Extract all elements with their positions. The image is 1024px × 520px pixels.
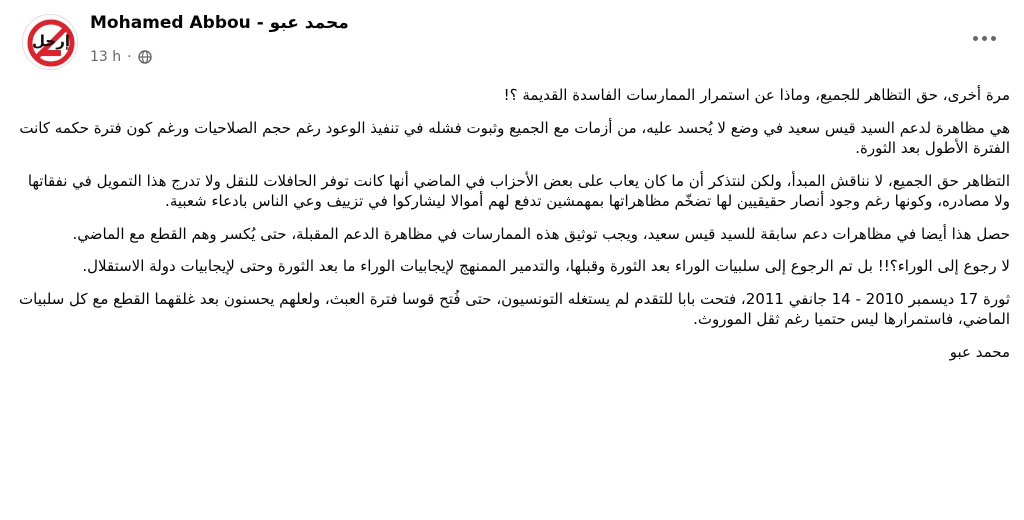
post-paragraph: حصل هذا أيضا في مظاهرات دعم سابقة للسيد قيس سعيد، ويجب توثيق هذه الممارسات في مظاهرة الدعم المقبلة، حتى يُكسر وهم القطع مع الماضي. [72,224,1010,243]
meta-separator: · [127,49,132,65]
more-options-icon[interactable] [966,26,1002,50]
no-entry-sign-icon [23,15,78,70]
post-paragraph: هي مظاهرة لدعم السيد قيس سعيد في وضع لا يُحسد عليه، من أزمات مع الجميع وثبوت فشله في تنفيذ الوعود رغم حجم الصلاحيات ورغم كون فترة حكمه كانت الفترة الأطول بعد الثورة. [19,118,1010,157]
post-meta [90,49,152,65]
post-header [0,0,1024,80]
post-time[interactable]: 13 h [90,49,122,65]
post-paragraph: ثورة 17 ديسمبر 2010 - 14 جانفي 2011، فتحت بابا للتقدم لم يستغله التونسيون، حتى فُتح قوسا فترة العبث، ولعلهم يحسنون بعد غلقهما القطع مع كل سلبيات الماضي، فاستمرارها ليس حتميا رغم ثقل الموروث. [19,289,1010,328]
avatar-text: إرحل [32,32,70,50]
post-signature: محمد عبو [949,342,1010,361]
avatar[interactable] [22,14,78,70]
post-body [10,85,1010,374]
globe-icon[interactable] [138,50,152,64]
author-name[interactable]: Mohamed Abbou - محمد عبو [90,13,349,33]
post-paragraph: مرة أخرى، حق التظاهر للجميع، وماذا عن استمرار الممارسات الفاسدة القديمة ؟! [503,86,1010,104]
post-paragraph: لا رجوع إلى الوراء؟!! بل تم الرجوع إلى سلبيات الوراء بعد الثورة وقبلها، والتدمير الممنهج لإيجابيات الوراء ما بعد الثورة وحتى لإيجابيات دولة الاستقلال. [82,257,1010,275]
post-paragraph: التظاهر حق الجميع، لا نناقش المبدأ، ولكن لنتذكر أن ما كان يعاب على بعض الأحزاب في الماضي أنها كانت توفر الحافلات للنقل ولا تدرج هذا التمويل في نفقاتها ولا مصادره، وكونها رغم وجود أنصار حقيقيين لها تضخّم مظاهراتها بمهمشين تدفع لهم أموالا ليشاركوا في تزييف وعي الناس بادعاء شعبية. [27,171,1010,210]
